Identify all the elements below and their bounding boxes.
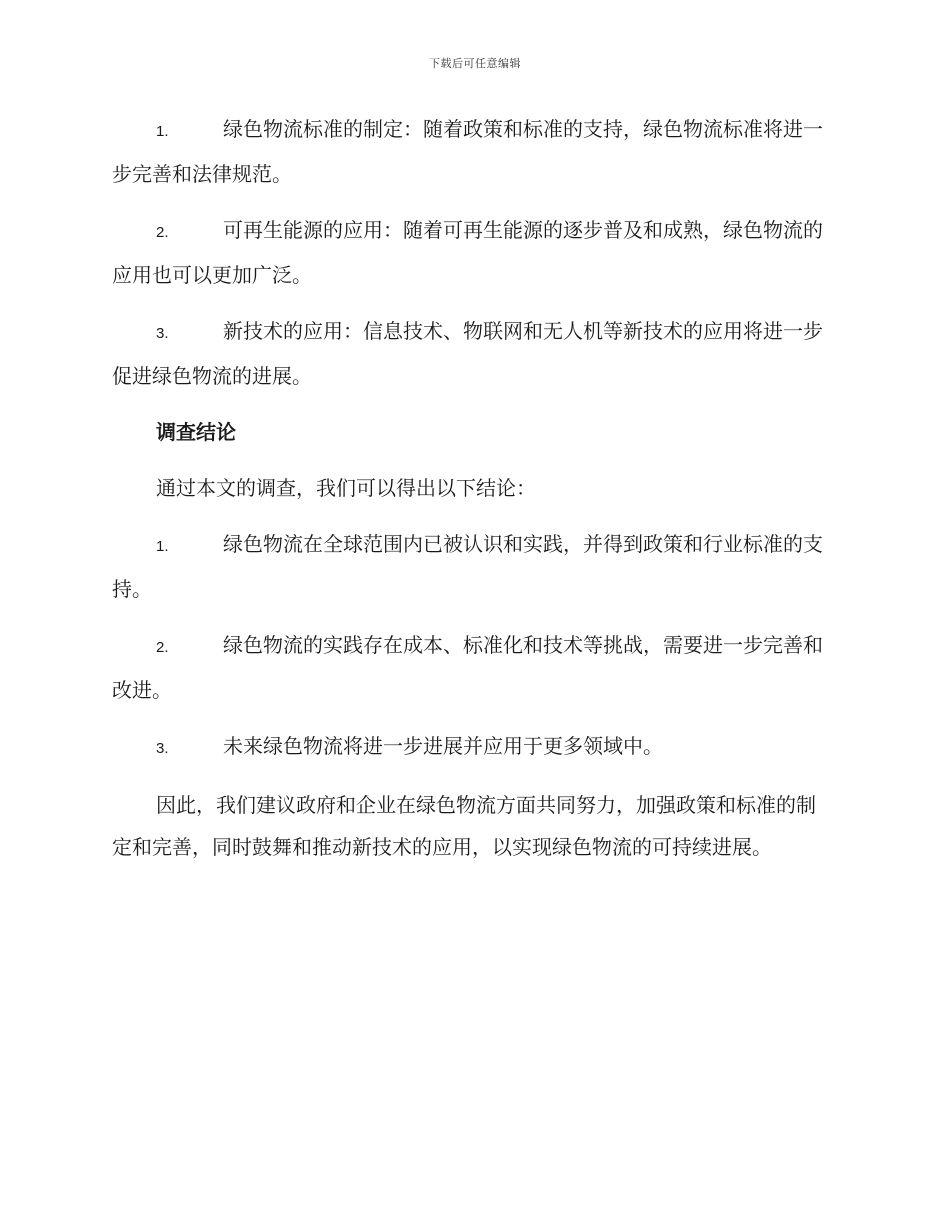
list-text: 新技术的应用：信息技术、物联网和无人机等新技术的应用将进一步促进绿色物流的进展。	[112, 319, 823, 388]
list-item	[112, 523, 834, 610]
list-item	[112, 310, 834, 397]
document-body	[112, 108, 834, 882]
closing-paragraph: 因此，我们建议政府和企业在绿色物流方面共同努力，加强政策和标准的制定和完善，同时鼓舞和推动新技术的应用，以实现绿色物流的可持续进展。	[112, 793, 816, 859]
list-number: 3.	[156, 325, 169, 342]
list-text: 绿色物流在全球范围内已被认识和实践，并得到政策和行业标准的支持。	[112, 532, 823, 601]
list-number: 3.	[156, 740, 169, 757]
list-number: 2.	[156, 224, 169, 241]
list-text: 绿色物流的实践存在成本、标准化和技术等挑战，需要进一步完善和改进。	[112, 633, 823, 702]
list-number: 2.	[156, 639, 169, 656]
list-text: 绿色物流标准的制定：随着政策和标准的支持，绿色物流标准将进一步完善和法律规范。	[112, 117, 823, 186]
list-text: 未来绿色物流将进一步进展并应用于更多领域中。	[223, 734, 663, 758]
list-item	[112, 108, 834, 195]
list-item	[112, 209, 834, 296]
intro-paragraph: 通过本文的调查，我们可以得出以下结论：	[156, 476, 536, 500]
list-item	[112, 624, 834, 711]
list-text: 可再生能源的应用：随着可再生能源的逐步普及和成熟，绿色物流的应用也可以更加广泛。	[112, 218, 823, 287]
list-item	[112, 725, 834, 770]
section-heading: 调查结论	[156, 420, 236, 444]
list-number: 1.	[156, 123, 169, 140]
list-number: 1.	[156, 538, 169, 555]
page-header: 下载后可任意编辑	[429, 57, 521, 70]
